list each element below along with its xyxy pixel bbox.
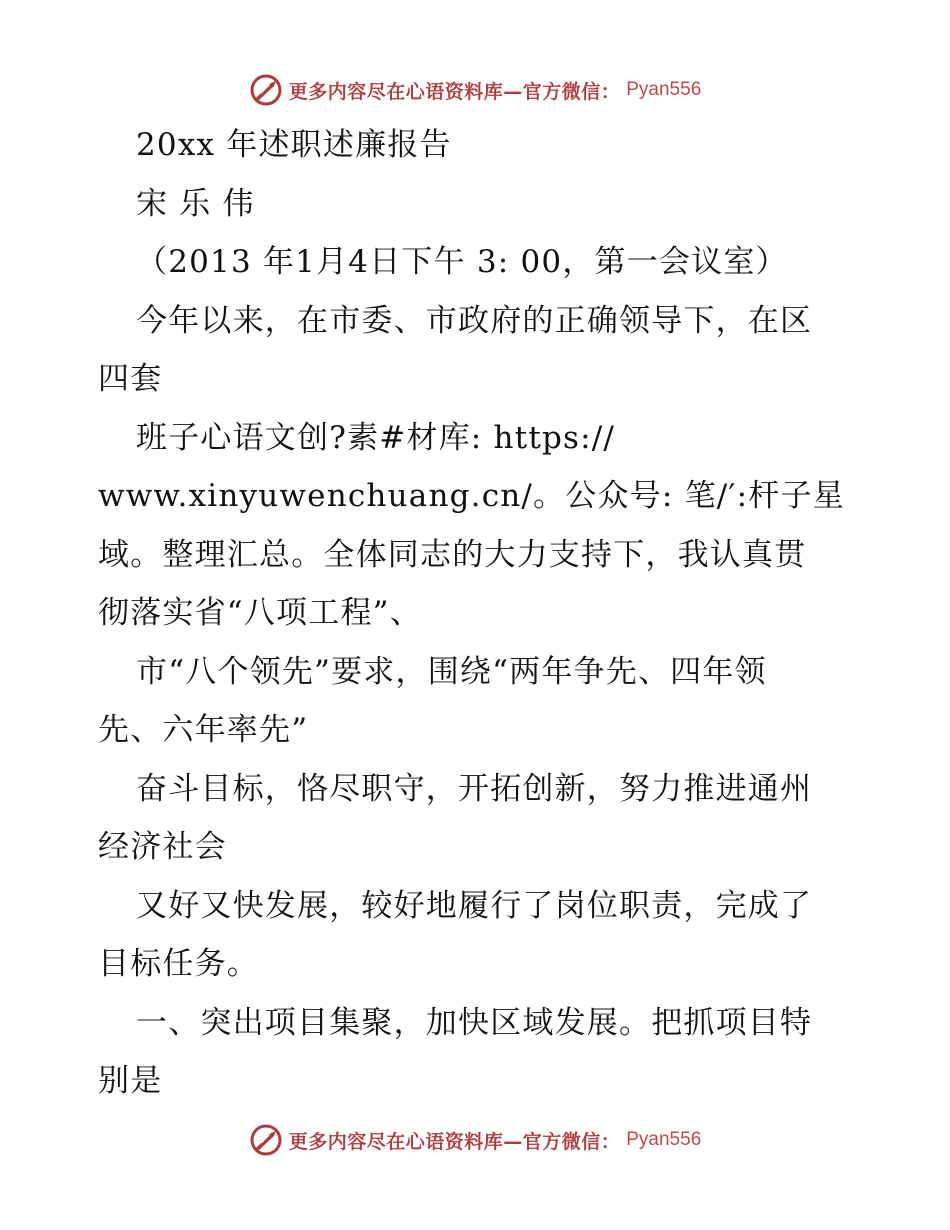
- watermark-text: 更多内容尽在心语资料库—官方微信：: [288, 1130, 621, 1153]
- document-text-line: 目标任务。: [98, 946, 259, 982]
- document-text-line: （2013 年1月4日下午 3: 00，第一会议室）: [136, 244, 788, 280]
- document-text-line: 市“八个领先”要求，围绕“两年争先、四年领: [136, 653, 767, 690]
- document-text-line: 彻落实省“八项工程”、: [98, 595, 422, 631]
- document-text-line: www.xinyuwenchuang.cn/。公众号: 笔/′:杆子星: [98, 478, 845, 514]
- document-text-line: 先、六年率先”: [98, 712, 309, 748]
- document-title-line: 20xx 年述职述廉报告: [136, 127, 452, 163]
- document-text-line: 奋斗目标，恪尽职守，开拓创新，努力推进通州: [136, 770, 813, 807]
- document-text-line: 域。整理汇总。全体同志的大力支持下，我认真贯: [98, 536, 807, 573]
- document-body: [98, 116, 858, 1111]
- quill-pen-logo-icon: [249, 1123, 283, 1157]
- header-watermark-banner: [0, 70, 950, 110]
- document-text-line: 今年以来，在市委、市政府的正确领导下，在区: [136, 302, 813, 339]
- document-text-line: 一、突出项目集聚，加快区域发展。把抓项目特: [136, 1004, 813, 1041]
- document-text-line: 又好又快发展，较好地履行了岗位职责，完成了: [136, 887, 813, 924]
- document-text-line: 经济社会: [98, 829, 227, 865]
- document-text-line: 班子心语文创?素#材库: https://: [136, 419, 616, 456]
- document-text-line: 宋 乐 伟: [136, 185, 255, 222]
- document-text-line: 别是: [98, 1063, 163, 1099]
- watermark-wechat-handle: Pyan556: [626, 1129, 702, 1150]
- watermark-wechat-handle: Pyan556: [626, 79, 702, 100]
- footer-watermark-banner: [0, 1120, 950, 1160]
- quill-pen-logo-icon: [249, 73, 283, 107]
- document-text-line: 四套: [98, 361, 163, 397]
- watermark-text: 更多内容尽在心语资料库—官方微信：: [288, 80, 621, 103]
